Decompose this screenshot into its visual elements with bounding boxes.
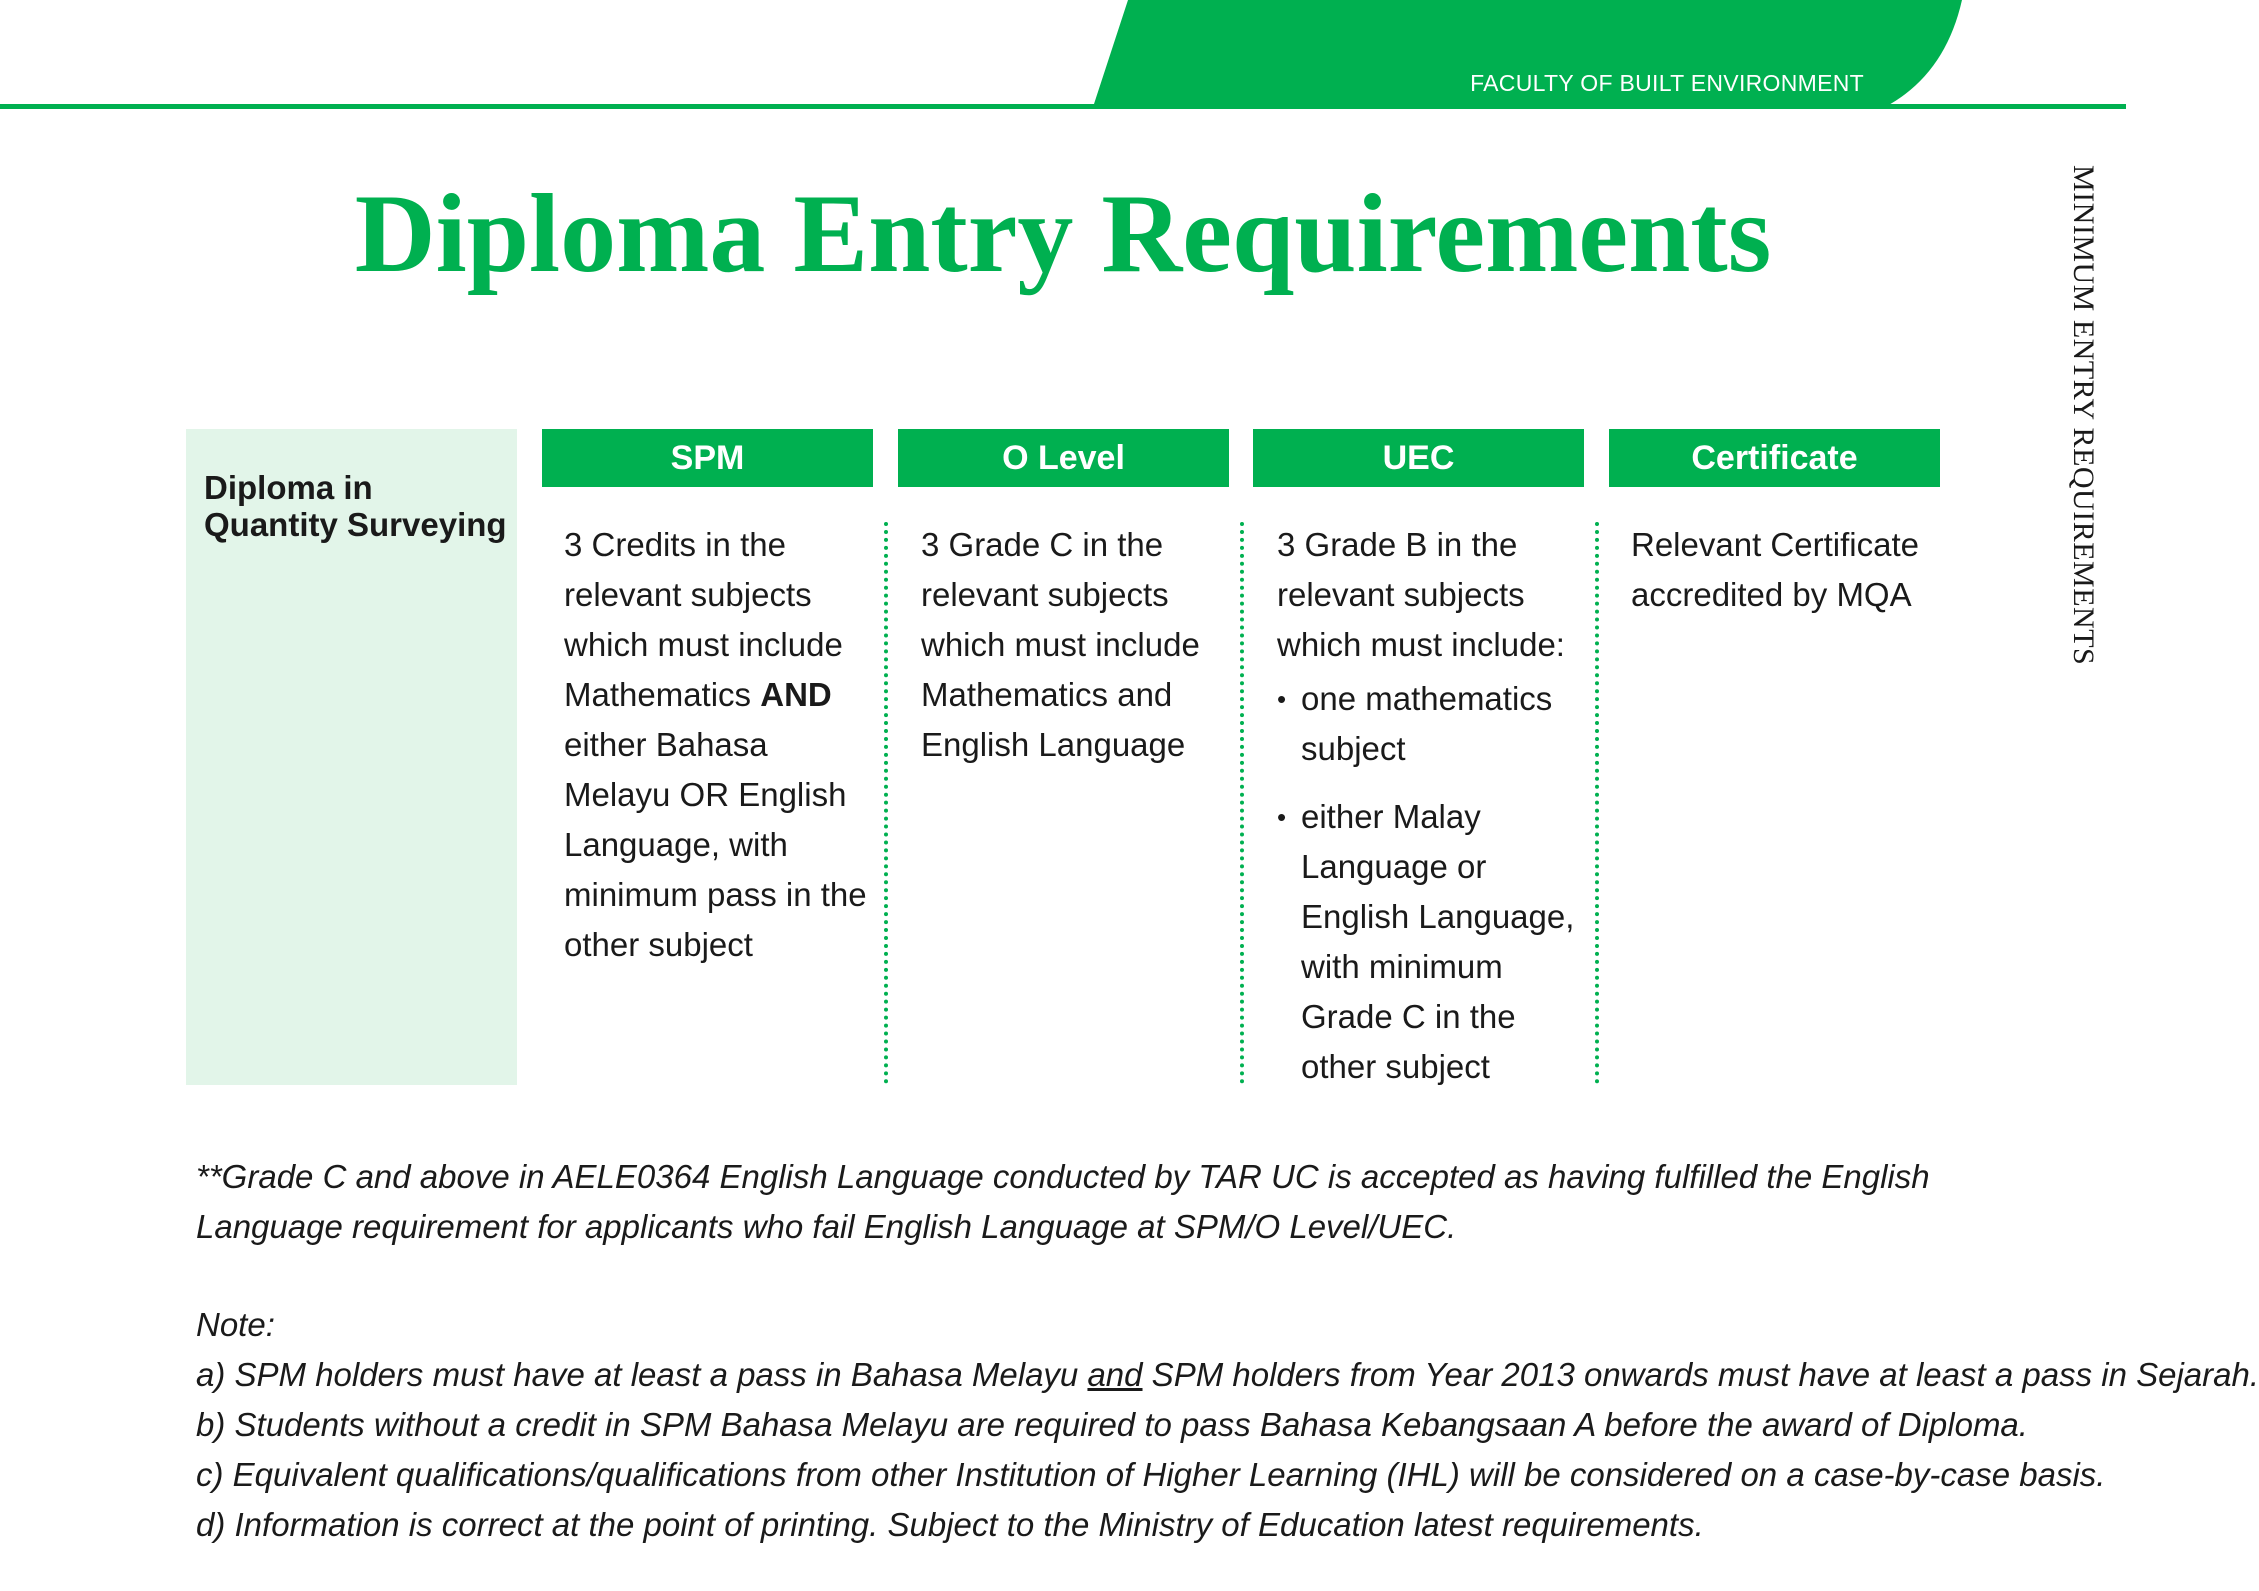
note-a-text-end: SPM holders from Year 2013 onwards must have at least a pass in Sejarah.	[1142, 1356, 2259, 1393]
footnote: **Grade C and above in AELE0364 English Language conducted by TAR UC is accepted as having fulfilled the English Language requirement for applicants who fail English Language at SPM/O Level/UEC.	[196, 1158, 1930, 1245]
list-item: • either Malay Language or English Language, with minimum Grade C in the other subject	[1277, 792, 1577, 1092]
spm-requirement-intro: 3 Credits in the relevant subjects which must include Mathematics	[564, 526, 843, 713]
column-divider	[884, 522, 888, 1084]
note-a-text-start: a) SPM holders must have at least a pass in Bahasa Melayu	[196, 1356, 1088, 1393]
column-header-spm: SPM	[542, 429, 873, 487]
column-body-o-level	[921, 520, 1211, 770]
page-title: Diploma Entry Requirements	[354, 172, 1772, 296]
list-item: • one mathematics subject	[1277, 674, 1577, 774]
column-divider	[1595, 522, 1599, 1084]
uec-requirement: 3 Grade B in the relevant subjects which must include:	[1277, 526, 1565, 663]
column-body-uec	[1277, 520, 1577, 1110]
program-panel	[186, 429, 517, 1085]
note-b: b) Students without a credit in SPM Bahasa Melayu are required to pass Bahasa Kebangsaan A before the award of Diploma.	[196, 1406, 2028, 1443]
column-body-spm	[564, 520, 874, 970]
notes-section	[196, 1300, 2259, 1550]
spm-requirement-rest: either Bahasa Melayu OR English Language, with minimum pass in the other subject	[564, 726, 867, 963]
faculty-label: FACULTY OF BUILT ENVIRONMENT	[1470, 70, 1864, 96]
program-name: Diploma in Quantity Surveying	[204, 469, 507, 543]
note-d: d) Information is correct at the point of printing. Subject to the Ministry of Education latest requirements.	[196, 1506, 1704, 1543]
note-c: c) Equivalent qualifications/qualifications from other Institution of Higher Learning (IHL) will be considered on a case-by-case basis.	[196, 1456, 2106, 1493]
column-header-uec: UEC	[1253, 429, 1584, 487]
spm-requirement-emphasis: AND	[760, 676, 832, 713]
note-a	[196, 1350, 2259, 1400]
column-body-certificate	[1631, 520, 1931, 620]
o-level-requirement: 3 Grade C in the relevant subjects which must include Mathematics and English Language	[921, 526, 1200, 763]
uec-requirement-list	[1277, 674, 1577, 1092]
note-a-underlined: and	[1087, 1356, 1143, 1393]
spm-requirement	[564, 520, 874, 970]
column-header-certificate: Certificate	[1609, 429, 1940, 487]
column-header-o-level: O Level	[898, 429, 1229, 487]
column-divider	[1240, 522, 1244, 1084]
side-section-label: MINIMUM ENTRY REQUIREMENTS	[2067, 165, 2100, 666]
notes-heading: Note:	[196, 1306, 275, 1343]
certificate-requirement: Relevant Certificate accredited by MQA	[1631, 526, 1919, 613]
